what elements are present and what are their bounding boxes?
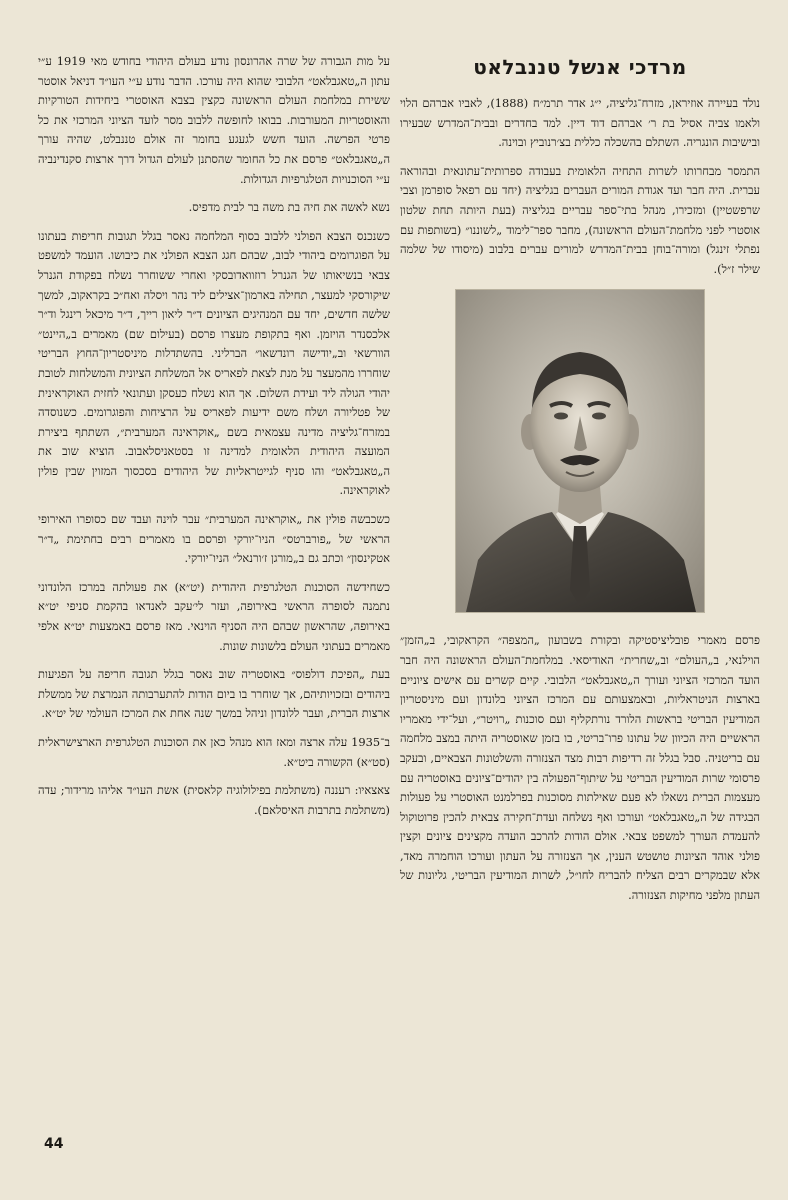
paragraph: נשא לאשה את חיה בת משה בר לבית מדפיס. [188, 200, 390, 215]
page-number: 44 [44, 1136, 64, 1152]
paragraph: בעת „הפיכת דולפוס״ באוסטריה שוב נאסר בגלל תגובה חריפה על הפגיעות ביהודים ובזכויותיהם, אך שוחרר בו ביום הודות להתערבותה הנמרצת של ממשלת ארצות הברית, ועבר ללונדון וניהל במשך שנה אחת את המרכז העולמי של יט״א. [38, 667, 390, 721]
paragraph: התמסר מבחרותו לשרות התחיה הלאומית בעבודה ספרותית־עתונאית ובהוראה עברית. היה חבר ועד אגודת המורים העברים בגליציה (יחד עם רפאל סופרמן וצבי שרפשטיין) ומזכירו, מנהל בתי־ספר עבריים בגליציה (בעת היותה תחת שלטון אוסטרי לפני מלחמת־העולם הראשונה), מחבר ספר־לימוד „לשוננו״ (בשותפות עם נפתלי זינגל) ומורה־בוחן בבית־המדרש למורים עברים בלבוב (מיסודו של שלמה שילר ז״ל). [400, 163, 760, 276]
paragraph: כשנכנס הצבא הפולני ללבוב בסוף המלחמה נאסר בגלל תגובות חריפות בעתונו על הפוגרומים ביהודי לבוב, שבהם חגג הצבא הפולני את כיבושו. הועמד למשפט צבאי בנשיאותו של הגנרל רוזוואדובסקי ואחרי ששוחרר נשלח בפקודת הגנרל שיקורסקי למעצר, תחילה בארמון־אצילים ליד נהר ויסלה ואח״כ בקראקוב, למשך שלשה חדשים, יחד עם המנהיגים הציונים ד״ר ליאון רייך, ד״ר מיכאל רינגל וד״ר אלכסנדר הויזמן. ואף בתקופת מעצרו פרסם (בעילום שם) מאמרים ב„היינט״ הוורשאי וב„יודישה רונדשאו״ הברליני. בהשתדלות מיניסטריון־החוץ הבריטי שוחררו מהמעצר על מנת לצאת לפאריס אל המשלחת הציונית והמשלחות לטובת יהודי הגולה ליד ועידת השלום. אך הוא נשלח כעסקן ועתונאי לחזית האוקראינית של פטליורה ושלח משם ידיעות לפאריס על הרציחות והפוגרומים. כשנוסדה במזרח־גליציה מדינה עצמאית בשם „אוקראינה המערבית״, השתתף ביצירת המועצה היהודית הלאומית למדינה זו בסטאניסלאבוב. הוציא שוב את ה„טאגבלאט״ והו סניף לגייטראליות של היהודים בסכסוך המזוין שבין פולין לאוקראינה. [38, 228, 390, 498]
portrait-photo [455, 289, 705, 613]
portrait-image [456, 290, 704, 612]
left-column [38, 52, 390, 829]
page-title: מרדכי אנשל טננבלאט [473, 55, 687, 79]
paragraph: כשחידשה הסוכנות הטלגרפית היהודית (יט״א) את פעולתה במרכז הלונדוני נתמנה לסופרה הראשי באירופה, ועזר לי׳עקב לאנדאו בהקמת סניפי יט״א באירופה, שהראשון שבהם היה הסניף הוינאי. מאז פרסם באמצעות יט״א אלפי מאמרים בעתוני העולם בלשונות שונות. [38, 579, 390, 653]
paragraph: כשכבשה פולין את „אוקראינה המערבית״ עבר לוינה ועבד שם כסופרו האירופי הראשי של „פורברטס״ הניו־יורקי ופרסם בו מאמרים רבים בחתימת „ד״ר אטקינסון״ וכתב גם ב„מורגן ז׳ורנאל״ הניו־יורקי. [38, 512, 390, 566]
paragraph: נולד בעיירה אוזיראן, מזרח־גליציה, י״ג אדר תרמ״ח (1888), לאביו אברהם הלוי ולאמו צביה אסיל בת ר׳ אברהם דוד דיין. למד בחדרים ובבית־המדרש שבעירו ובישיבות הונגריה. השתלם בהשכלה כללית בצ׳רנוביץ ובוינה. [400, 96, 760, 150]
paragraph: פרסם מאמרי פובליציסטיקה ובקורת בשבועון „המצפה״ הקראקובי, ב„הזמן״ הוילנאי, ב„העולם״ וב„שחרית״ האודיסאי. במלחמת־העולם הראשונה היה חבר הועד המרכזי הציוני ועורך ה„טאגבלאט״ הלבובי. קיים קשרים עם אישים ציוניים בארצות הניטראליות, ובאמצעותם עם המרכז הציוני בלונדון ועם מיניסטריון המודיעין הבריטי בראשות הלורד נורתקליף ועם סוכנות „רויטר״, ועל־ידי מאמריו הראשיים היה הכיוון של עתונו פרו־בריטי, בו בזמן שאוסטריה היתה במצב מלחמה עם בריטניה. סבל בגלל זה רדיפות רבות מצד הצנזורה והשלטונות הצבאיים, ובעקב פרסומי שרות המודיעין הבריטי על שיתוף־הפעולה בין יהודים־ציונים באוסטריה עם מעצמות הברית נשאלו לא פעם שאילתות מסוכנות בפרלמנט האוסטרי על פעולות הבגידה של ה„טאגבלאט״ ועורכו ואף נשלחה ועדת־חקירה צבאית להכין פרוטוקול להעמדת העורך למשפט צבאי. אולם הודות להרכב הועדה מקצינים ציונים וקצין פולני אוהד הציונות טושטש הענין, אך הצנזורה על העתון ועורכו הוחמרה מאד, אלא שבמקרים רבים הצליח להבריח לחו״ל, לשרות המודיעין הבריטי, גליונות של העתון מלפני מחיקות הצנזורה. [400, 633, 760, 903]
paragraph: צאצאיו: רעננה (משתלמת בפילולוגיה קלאסית) אשת העו״ד אליהו מרידור; עדה (משתלמת בתרבות האיסלאם). [38, 783, 390, 817]
right-column [400, 52, 760, 915]
paragraph: ב־1935 עלה ארצה ומאז הוא מנהל כאן את הסוכנות הטלגרפית הארצישראלית (סט״א) הקשורה ביט״א. [38, 735, 390, 769]
paragraph: על מות הגבורה של שרה אהרונסון נודע בעולם היהודי בחודש מאי 1919 ע״י עתון ה„טאגבלאט״ הלבובי שהוא היה עורכו. הדבר נודע ע״י העו״ד דניאל אוסטר ששירת במלחמת העולם הראשונה כקצין בצבא האוסטרי ביחידות הטורקיות והאוסטריות המעורבות. בבואו לחופשה ללבוב מסר לועד הציוני המרכזי את כל פרטי הפרשה. הועד חשש לגעגע בחומר זה אולם טננבלט, שהיה עורך ה„טאגבלאט״ פרסם את כל החומר שהסתנן לעולם הגדול דרך ארצות סקנדינביה ע״י הסוכנויות הטלגרפיות הגדולות. [38, 54, 390, 186]
